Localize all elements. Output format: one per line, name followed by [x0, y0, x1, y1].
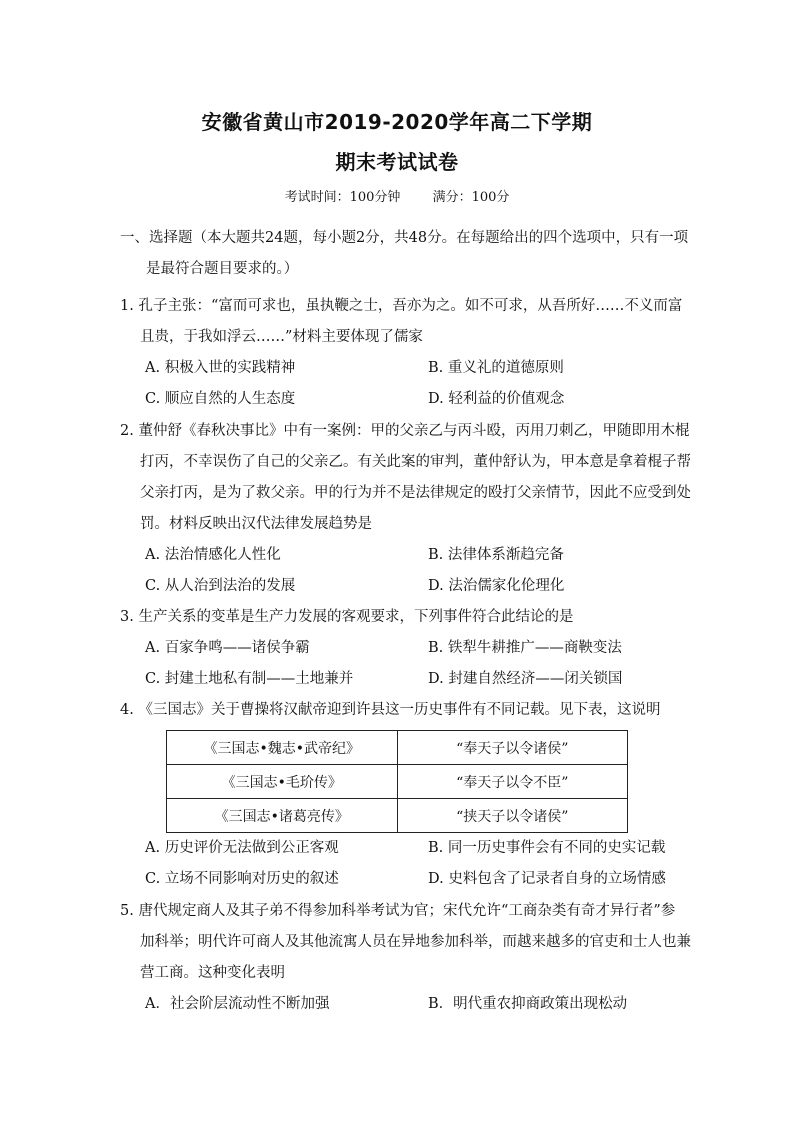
- question-5-text-cont: 加科举；明代许可商人及其他流寓人员在异地参加科举，而越来越多的官吏和士人也兼: [140, 934, 691, 950]
- question-2-option-d[interactable]: D. 法治儒家化伦理化: [428, 578, 565, 594]
- question-1-text: 1. 孔子主张：“富而可求也，虽执鞭之士，吾亦为之。如不可求，从吾所好……不义而富: [120, 298, 683, 314]
- table-row: [167, 799, 628, 833]
- question-1-option-b[interactable]: B. 重义礼的道德原则: [428, 360, 564, 376]
- section-heading: 一、选择题（本大题共24题，每小题2分，共48分。在每题给出的四个选项中，只有一项: [120, 230, 689, 246]
- question-1-option-c[interactable]: C. 顺应自然的人生态度: [145, 391, 296, 407]
- table-cell-quote: “奉天子以令诸侯”: [397, 731, 628, 765]
- question-5-option-b[interactable]: B．明代重农抑商政策出现松动: [428, 996, 628, 1012]
- question-4-option-d[interactable]: D. 史料包含了记录者自身的立场情感: [428, 871, 666, 887]
- question-3-text: 3. 生产关系的变革是生产力发展的客观要求，下列事件符合此结论的是: [120, 609, 574, 625]
- table-cell-source: 《三国志•魏志•武帝纪》: [167, 731, 398, 765]
- table-row: [167, 765, 628, 799]
- table-cell-source: 《三国志•毛玠传》: [167, 765, 398, 799]
- question-2-option-b[interactable]: B. 法律体系渐趋完备: [428, 547, 564, 563]
- question-2-text-cont: 罚。材料反映出汉代法律发展趋势是: [140, 516, 372, 532]
- question-3-option-d[interactable]: D. 封建自然经济——闭关锁国: [428, 671, 623, 687]
- full-score: 满分：100分: [432, 190, 510, 205]
- table-cell-quote: “挟天子以令诸侯”: [397, 799, 628, 833]
- page-title: 安徽省黄山市2019-2020学年高二下学期: [201, 110, 593, 134]
- question-5-option-a[interactable]: A．社会阶层流动性不断加强: [145, 996, 330, 1012]
- records-table: [166, 730, 628, 833]
- question-3-option-c[interactable]: C. 封建土地私有制——土地兼并: [145, 671, 354, 687]
- question-3-option-b[interactable]: B. 铁犁牛耕推广——商鞅变法: [428, 640, 622, 656]
- question-4-text: 4. 《三国志》关于曹操将汉献帝迎到许县这一历史事件有不同记载。见下表，这说明: [120, 702, 661, 718]
- question-1-option-d[interactable]: D. 轻利益的价值观念: [428, 391, 565, 407]
- question-4-option-c[interactable]: C. 立场不同影响对历史的叙述: [145, 871, 339, 887]
- section-heading-cont: 是最符合题目要求的。）: [146, 261, 299, 277]
- question-5-text: 5. 唐代规定商人及其子弟不得参加科举考试为官；宋代允许“工商杂类有奇才异行者”参: [120, 903, 676, 919]
- table-row: [167, 731, 628, 765]
- table-cell-source: 《三国志•诸葛亮传》: [167, 799, 398, 833]
- question-5-text-cont: 营工商。这种变化表明: [140, 965, 285, 981]
- question-2-option-c[interactable]: C. 从人治到法治的发展: [145, 578, 296, 594]
- question-2-text: 2. 董仲舒《春秋决事比》中有一案例：甲的父亲乙与丙斗殴，丙用刀刺乙，甲随即用木棍: [120, 423, 690, 439]
- question-3-option-a[interactable]: A. 百家争鸣——诸侯争霸: [145, 640, 310, 656]
- page-subtitle: 期末考试试卷: [335, 150, 459, 174]
- question-2-text-cont: 父亲打丙，是为了救父亲。甲的行为并不是法律规定的殴打父亲情节，因此不应受到处: [140, 485, 691, 501]
- table-cell-quote: “奉天子以令不臣”: [397, 765, 628, 799]
- question-1-option-a[interactable]: A. 积极入世的实践精神: [145, 360, 296, 376]
- exam-time: 考试时间：100分钟: [284, 190, 401, 205]
- question-1-text-cont: 且贵，于我如浮云……”材料主要体现了儒家: [140, 329, 423, 345]
- question-4-option-a[interactable]: A. 历史评价无法做到公正客观: [145, 840, 339, 856]
- question-2-text-cont: 打丙，不幸误伤了自己的父亲乙。有关此案的审判，董仲舒认为，甲本意是拿着棍子帮: [140, 454, 691, 470]
- exam-meta: [0, 186, 794, 205]
- question-2-option-a[interactable]: A. 法治情感化人性化: [145, 547, 281, 563]
- question-4-option-b[interactable]: B. 同一历史事件会有不同的史实记载: [428, 840, 666, 856]
